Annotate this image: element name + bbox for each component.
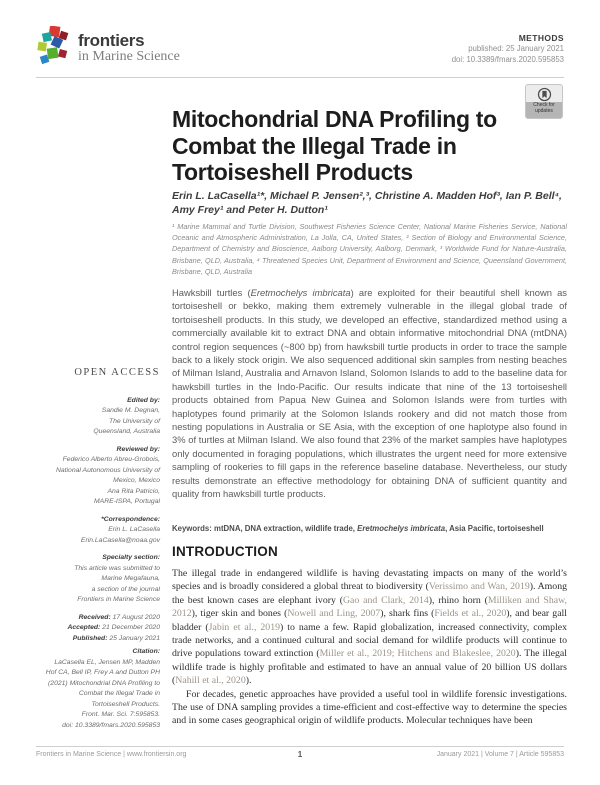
introduction-section bbox=[172, 544, 567, 728]
correspondence-email[interactable]: Erin.LaCasella@noaa.gov bbox=[80, 536, 160, 544]
check-for-updates-label: Check for updates bbox=[526, 102, 562, 118]
text-line: (2021) Mitochondrial DNA Profiling to bbox=[48, 679, 160, 687]
text-segment: ) are exploited for their beautiful shell known as tortoiseshell or bekko, making them extremely vulnerable in the illegal global trade of tortoiseshell products. In this study, we developed an effective, standardized method using a commercially available kit to extract DNA and obtain informative mitochondrial DNA (mtDNA) control region sequences (~800 bp) from hawksbill turtle products in order to trace the sample back to a likely stock origin. We also sequenced additional skin samples from nesting beaches of Milman Island, Australia and Arnavon Island, Solomon Islands to add to the baseline data for hawksbill turtles in the Indo-Pacific. Our results indicate that nine of the 13 tortoiseshell products obtained from Papua New Guinea and Solomon Islands were from turtles with haplotypes found primarily at the Solomon Islands rookery and did not match those from nesting populations in Australia or SE Asia, with the exception of one haplotype also found in 3% of turtles at Milman Island. We also found that 23% of the market samples have haplotypes only documented in foraging populations, which illustrates the urgent need for more extensive sampling of rookeries to fill gaps in the reference baseline database. Nevertheless, our study results demonstrate an effective methodology for obtaining DNA of sufficient quantity and quality from hawksbill turtle products. bbox=[172, 287, 567, 500]
received-value: 17 August 2020 bbox=[110, 613, 160, 621]
citation-block bbox=[36, 647, 160, 731]
specialty-section-block bbox=[36, 553, 160, 606]
edited-by-value bbox=[36, 406, 160, 438]
published-value: 25 January 2021 bbox=[107, 634, 160, 642]
received-label: Received: bbox=[78, 613, 111, 621]
keywords-line bbox=[172, 524, 567, 533]
edited-by-label: Edited by: bbox=[127, 396, 160, 404]
text-line: doi: 10.3389/fmars.2020.595853 bbox=[62, 721, 160, 729]
accepted-value: 21 December 2020 bbox=[100, 624, 160, 631]
text-line: The University of bbox=[109, 417, 160, 425]
correspondence-label: *Correspondence: bbox=[101, 515, 160, 523]
text-segment: The illegal trade in endangered wildlife is having devastating impacts on many of the world’s species and is broadly considered a global threat to biodiversity ( bbox=[172, 568, 567, 593]
text-line: a section of the journal bbox=[91, 585, 160, 593]
open-access-label: OPEN ACCESS bbox=[74, 367, 160, 378]
frontiers-logo-icon bbox=[36, 26, 74, 68]
reviewed-by-label: Reviewed by: bbox=[116, 445, 160, 453]
text-segment: Hawksbill turtles ( bbox=[172, 287, 251, 298]
header-divider bbox=[36, 77, 564, 78]
text-segment: ). The illegal wildlife trade is highly profitable and estimated to have an annual value of 20 billion US dollars ( bbox=[172, 648, 567, 687]
correspondence-name: Erin L. LaCasella bbox=[108, 526, 160, 533]
text-segment: ), and bear gall bladder ( bbox=[172, 608, 567, 633]
citation-link[interactable]: Gao and Clark, 2014 bbox=[342, 594, 429, 606]
citation-label: Citation: bbox=[132, 648, 160, 655]
footer-divider bbox=[36, 746, 564, 747]
authors-line: Erin L. LaCasella¹*, Michael P. Jensen²,³, Christine A. Madden Hof³, Ian P. Bell⁴, bbox=[172, 190, 562, 202]
emphasized-text: Eretmochelys imbricata bbox=[357, 524, 446, 533]
published-label: Published: bbox=[72, 634, 108, 642]
author-list bbox=[172, 189, 567, 217]
text-line: Federico Alberto Abreu-Grobois, bbox=[62, 456, 160, 463]
accepted-date bbox=[36, 623, 160, 634]
text-line: LaCasella EL, Jensen MP, Madden bbox=[54, 658, 160, 666]
text-segment: ). bbox=[245, 675, 252, 687]
affiliations: ¹ Marine Mammal and Turtle Division, Southwest Fisheries Science Center, National Marine Fisheries Service, National Oceanic and Atmospheric Administration, La Jolla, CA, United States, ² Section of Biology and Environmental Science, Department of Chemistry and Bioscience, Aalborg University, Aalborg, Denmark, ³ Worldwide Fund for Nature-Australia, Brisbane, QLD, Australia, ⁴ Threatened Species Unit, Department of Environment and Science, Queensland Government, Brisbane, QLD, Australia bbox=[172, 222, 567, 276]
text-line: National Autonomous University of bbox=[55, 466, 160, 474]
citation-link[interactable]: Fields et al., 2020 bbox=[434, 608, 507, 620]
article-info-sidebar bbox=[36, 368, 160, 738]
crossmark-icon bbox=[537, 87, 552, 102]
intro-paragraph-1 bbox=[172, 567, 567, 688]
text-line: MARE-ISPA, Portugal bbox=[94, 498, 160, 505]
footer-journal-url: Frontiers in Marine Science | www.frontiersin.org bbox=[36, 751, 187, 758]
dates-block bbox=[36, 613, 160, 645]
page-number: 1 bbox=[297, 750, 303, 759]
text-line: Queensland, Australia bbox=[93, 428, 160, 435]
intro-paragraph-2: For decades, genetic approaches have provided a useful tool in wildlife forensic investigations. The use of DNA sampling provides a time-efficient and cost-effective way to determine the species and in some cases geographical origin of wildlife products. Molecular techniques have been bbox=[172, 688, 567, 727]
edited-by-block bbox=[36, 396, 160, 438]
correspondence-block bbox=[36, 515, 160, 547]
citation-link[interactable]: Verissimo and Wan, 2019 bbox=[428, 581, 530, 593]
citation-link[interactable]: Jabin et al., 2019 bbox=[208, 621, 280, 633]
specialty-section-value bbox=[36, 564, 160, 606]
emphasized-text: Eretmochelys imbricata bbox=[250, 287, 351, 298]
text-line: Hof CA, Bell IP, Frey A and Dutton PH bbox=[45, 669, 160, 676]
citation-link[interactable]: Nahill et al., 2020 bbox=[175, 675, 246, 687]
received-date bbox=[36, 613, 160, 624]
published-date-row bbox=[36, 634, 160, 645]
text-segment: ), tiger skin and bones ( bbox=[191, 608, 288, 620]
frontiers-logo bbox=[36, 26, 180, 68]
text-segment: ). Among the best known cases are elephant ivory ( bbox=[172, 581, 567, 606]
journal-wordmark bbox=[78, 32, 180, 65]
text-line: Mexico, Mexico bbox=[113, 477, 160, 484]
article-title bbox=[172, 106, 567, 186]
brand-name: frontiers bbox=[78, 31, 145, 50]
text-segment: Keywords: mtDNA, DNA extraction, wildlife trade, bbox=[172, 524, 358, 533]
journal-name: in Marine Science bbox=[78, 49, 180, 64]
text-line: Front. Mar. Sci. 7:595853. bbox=[81, 711, 160, 718]
accepted-label: Accepted: bbox=[67, 624, 101, 631]
citation-link[interactable]: Milliken and Shaw, 2012 bbox=[172, 594, 567, 620]
abstract-text bbox=[172, 286, 567, 501]
text-line: Tortoiseshell Products. bbox=[91, 700, 160, 708]
text-line: Sandie M. Degnan, bbox=[101, 407, 160, 414]
text-line: Ana Rita Patricio, bbox=[107, 487, 160, 495]
header-meta bbox=[452, 33, 564, 65]
reviewed-by-value bbox=[36, 455, 160, 508]
text-line: Frontiers in Marine Science bbox=[77, 596, 160, 603]
text-segment: ) to name a few. Rapid globalization, increased connectivity, complex trade networks, and a continued cultural and social demand for wildlife products will continue to drive populations toward extinction ( bbox=[172, 621, 567, 660]
authors-line: Amy Frey¹ and Peter H. Dutton¹ bbox=[172, 204, 328, 216]
published-date: published: 25 January 2021 bbox=[468, 44, 564, 53]
specialty-section-label: Specialty section: bbox=[102, 554, 160, 561]
text-line: This article was submitted to bbox=[74, 564, 160, 572]
text-line: Marine Megafauna, bbox=[101, 575, 160, 582]
text-segment: ), rhino horn ( bbox=[428, 594, 488, 606]
title-line: Combat the Illegal Trade in bbox=[172, 132, 457, 159]
article-type-label: METHODS bbox=[518, 33, 564, 43]
title-line: Mitochondrial DNA Profiling to bbox=[172, 106, 497, 132]
footer-issue-info: January 2021 | Volume 7 | Article 595853 bbox=[436, 751, 564, 758]
text-segment: , Asia Pacific, tortoiseshell bbox=[445, 524, 544, 533]
text-line: Combat the Illegal Trade in bbox=[78, 690, 160, 697]
reviewed-by-block bbox=[36, 445, 160, 508]
doi-text: doi: 10.3389/fmars.2020.595853 bbox=[451, 54, 564, 64]
citation-link[interactable]: Nowell and Ling, 2007 bbox=[287, 608, 381, 620]
text-segment: ), shark fins ( bbox=[380, 608, 435, 620]
citation-value bbox=[36, 658, 160, 732]
citation-link[interactable]: Miller et al., 2019; Hitchens and Blakeslee, 2020 bbox=[319, 648, 516, 660]
introduction-heading: INTRODUCTION bbox=[172, 544, 278, 559]
title-line: Tortoiseshell Products bbox=[172, 159, 413, 185]
